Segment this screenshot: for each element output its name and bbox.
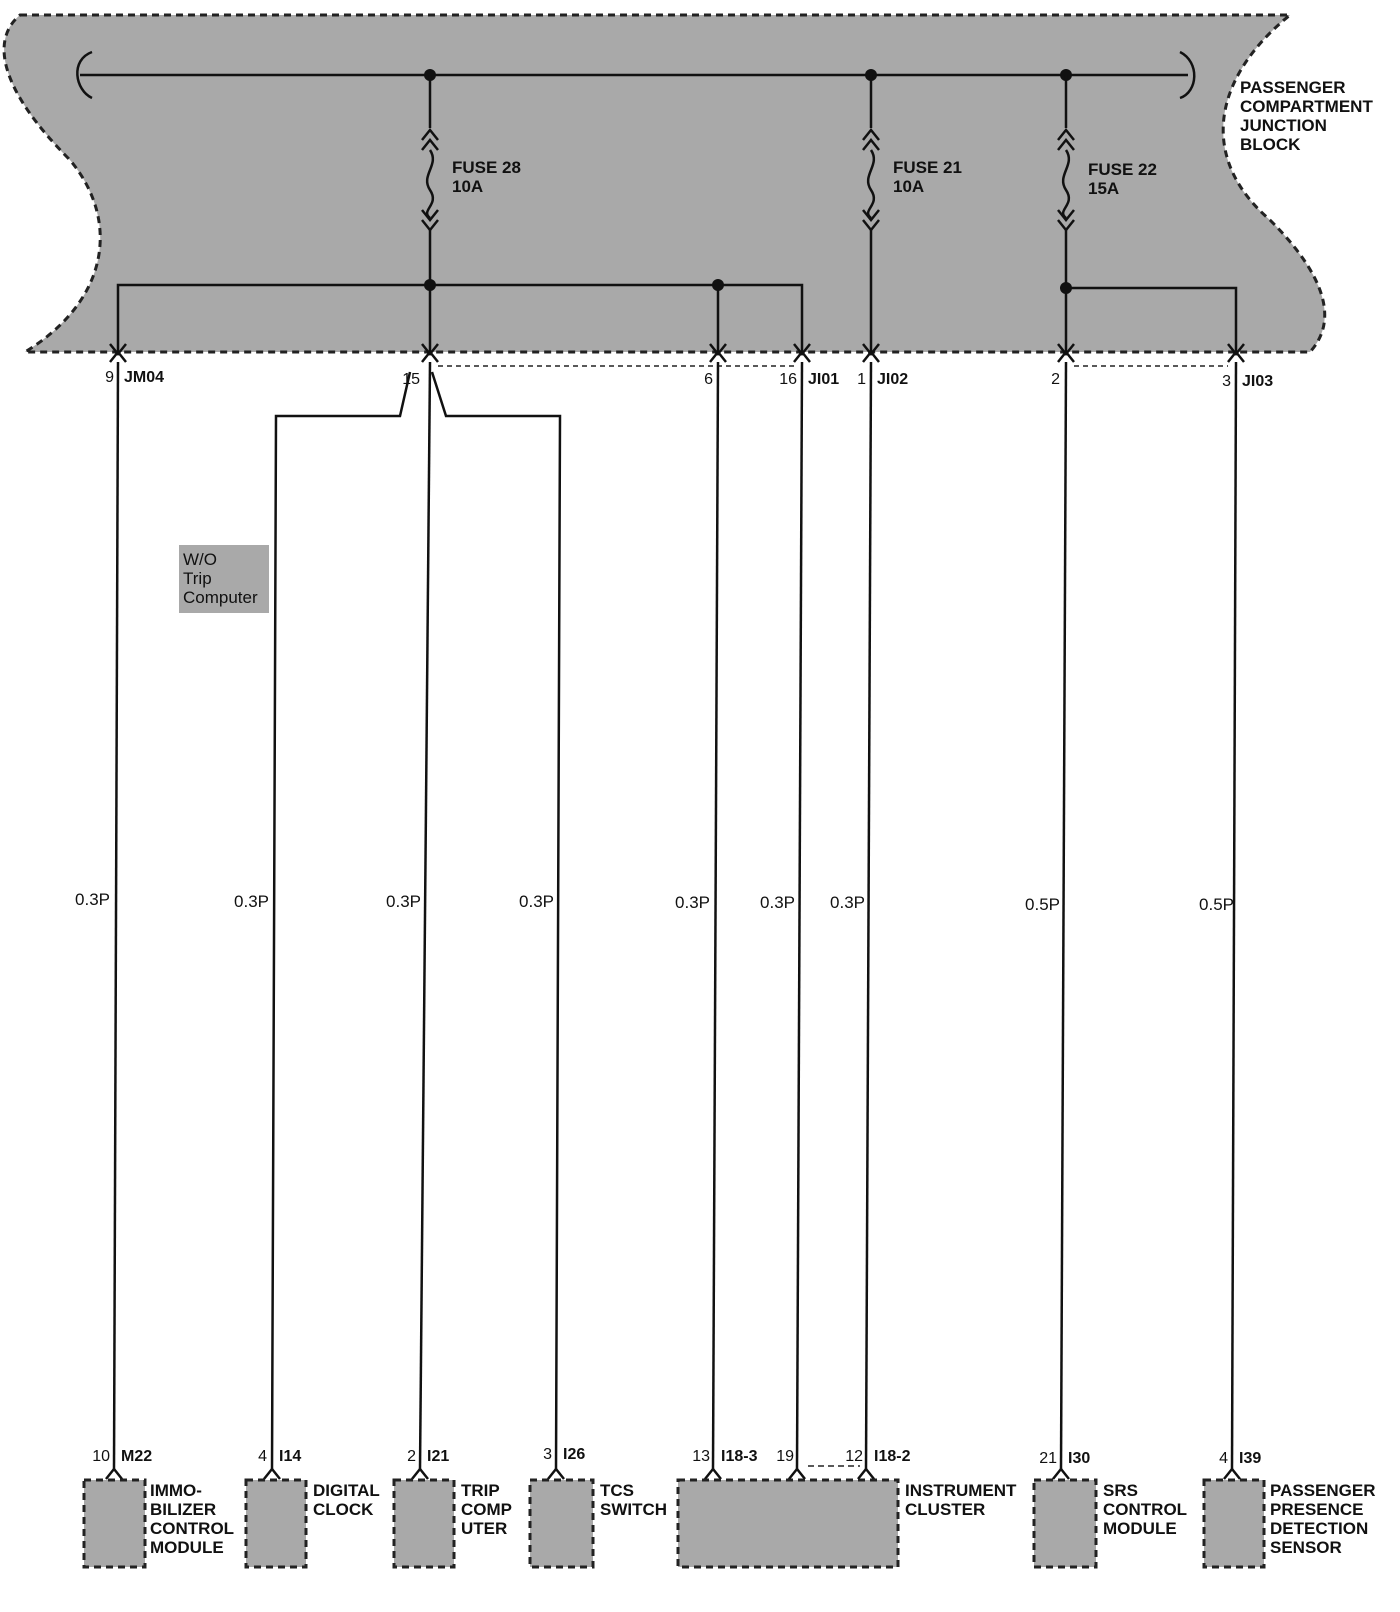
wire-cluster-12 xyxy=(866,362,871,1469)
fuse-22-label: FUSE 22 15A xyxy=(1088,160,1157,198)
wire-label-clock: 0.3P xyxy=(234,892,269,911)
trip-computer-label: TRIP COMP UTER xyxy=(461,1481,512,1538)
i21-pin: 2 xyxy=(407,1448,416,1465)
wire-ppd xyxy=(1232,362,1236,1469)
fuse-28-label: FUSE 28 10A xyxy=(452,158,521,196)
ji01-connector: JI01 xyxy=(808,371,840,388)
wire-label-ppd: 0.5P xyxy=(1199,895,1234,914)
wire-srs xyxy=(1061,362,1066,1469)
wire-cluster-13 xyxy=(713,362,718,1469)
i26-pin: 3 xyxy=(543,1446,552,1463)
i21-connector: I21 xyxy=(427,1448,450,1465)
ji01-pin-16: 16 xyxy=(779,371,797,388)
junction-block-name: PASSENGER COMPARTMENT JUNCTION BLOCK xyxy=(1240,78,1373,154)
m22-connector: M22 xyxy=(121,1448,153,1465)
jm04-pin: 9 xyxy=(105,369,114,386)
immobilizer-box xyxy=(84,1480,145,1567)
clock-box xyxy=(246,1480,306,1567)
note-text: W/O Trip Computer xyxy=(183,550,258,607)
ji01-pin-15: 15 xyxy=(402,371,420,388)
ppd-box xyxy=(1204,1480,1264,1567)
i18-3-connector: I18-3 xyxy=(721,1448,758,1465)
tcs-switch-box xyxy=(530,1480,593,1567)
m22-pin: 10 xyxy=(92,1448,110,1465)
wire-trip-computer xyxy=(420,362,430,1469)
ji03-pin-2: 2 xyxy=(1051,371,1060,388)
ji02-pin: 1 xyxy=(857,371,866,388)
srs-box xyxy=(1034,1480,1096,1567)
i18-3-pin: 13 xyxy=(692,1448,710,1465)
wires xyxy=(114,362,1236,1469)
wire-label-cluster-13: 0.3P xyxy=(675,893,710,912)
wire-label-tcs: 0.3P xyxy=(519,892,554,911)
digital-clock-label: DIGITAL CLOCK xyxy=(313,1481,380,1519)
i30-connector: I30 xyxy=(1068,1450,1091,1467)
i18-2-connector: I18-2 xyxy=(874,1448,911,1465)
component-connector-arrows xyxy=(106,1469,1240,1479)
trip-computer-box xyxy=(394,1480,454,1567)
ji02-connector: JI02 xyxy=(877,371,909,388)
i39-connector: I39 xyxy=(1239,1450,1262,1467)
i14-connector: I14 xyxy=(279,1448,302,1465)
cluster-pin-12: 12 xyxy=(845,1448,863,1465)
wire-cluster-19 xyxy=(797,362,802,1469)
i14-pin: 4 xyxy=(258,1448,267,1465)
wire-label-trip: 0.3P xyxy=(386,892,421,911)
ji03-pin-3: 3 xyxy=(1222,373,1231,390)
instrument-cluster-box xyxy=(678,1480,898,1567)
srs-label: SRS CONTROL MODULE xyxy=(1103,1481,1187,1538)
wire-label-cluster-19: 0.3P xyxy=(760,893,795,912)
cluster-pin-19: 19 xyxy=(776,1448,794,1465)
ji03-connector: JI03 xyxy=(1242,373,1274,390)
instrument-cluster-label: INSTRUMENT CLUSTER xyxy=(905,1481,1017,1519)
ji01-pin-6: 6 xyxy=(704,371,713,388)
wire-label-cluster-12: 0.3P xyxy=(830,893,865,912)
immobilizer-label: IMMO- BILIZER CONTROL MODULE xyxy=(150,1481,234,1557)
i26-connector: I26 xyxy=(563,1446,586,1463)
tcs-switch-label: TCS SWITCH xyxy=(600,1481,668,1519)
component-boxes xyxy=(84,1480,1264,1567)
ppd-label: PASSENGER PRESENCE DETECTION SENSOR xyxy=(1270,1481,1376,1557)
wire-tcs-switch xyxy=(432,372,560,1469)
wire-digital-clock xyxy=(272,372,410,1469)
fuse-21-label: FUSE 21 10A xyxy=(893,158,962,196)
jm04-connector: JM04 xyxy=(124,369,165,386)
wire-immobilizer xyxy=(114,362,118,1469)
i30-pin: 21 xyxy=(1039,1450,1057,1467)
junction-block-area xyxy=(4,15,1325,352)
wire-label-immobilizer: 0.3P xyxy=(75,890,110,909)
wire-label-srs: 0.5P xyxy=(1025,895,1060,914)
i39-pin: 4 xyxy=(1219,1450,1228,1467)
